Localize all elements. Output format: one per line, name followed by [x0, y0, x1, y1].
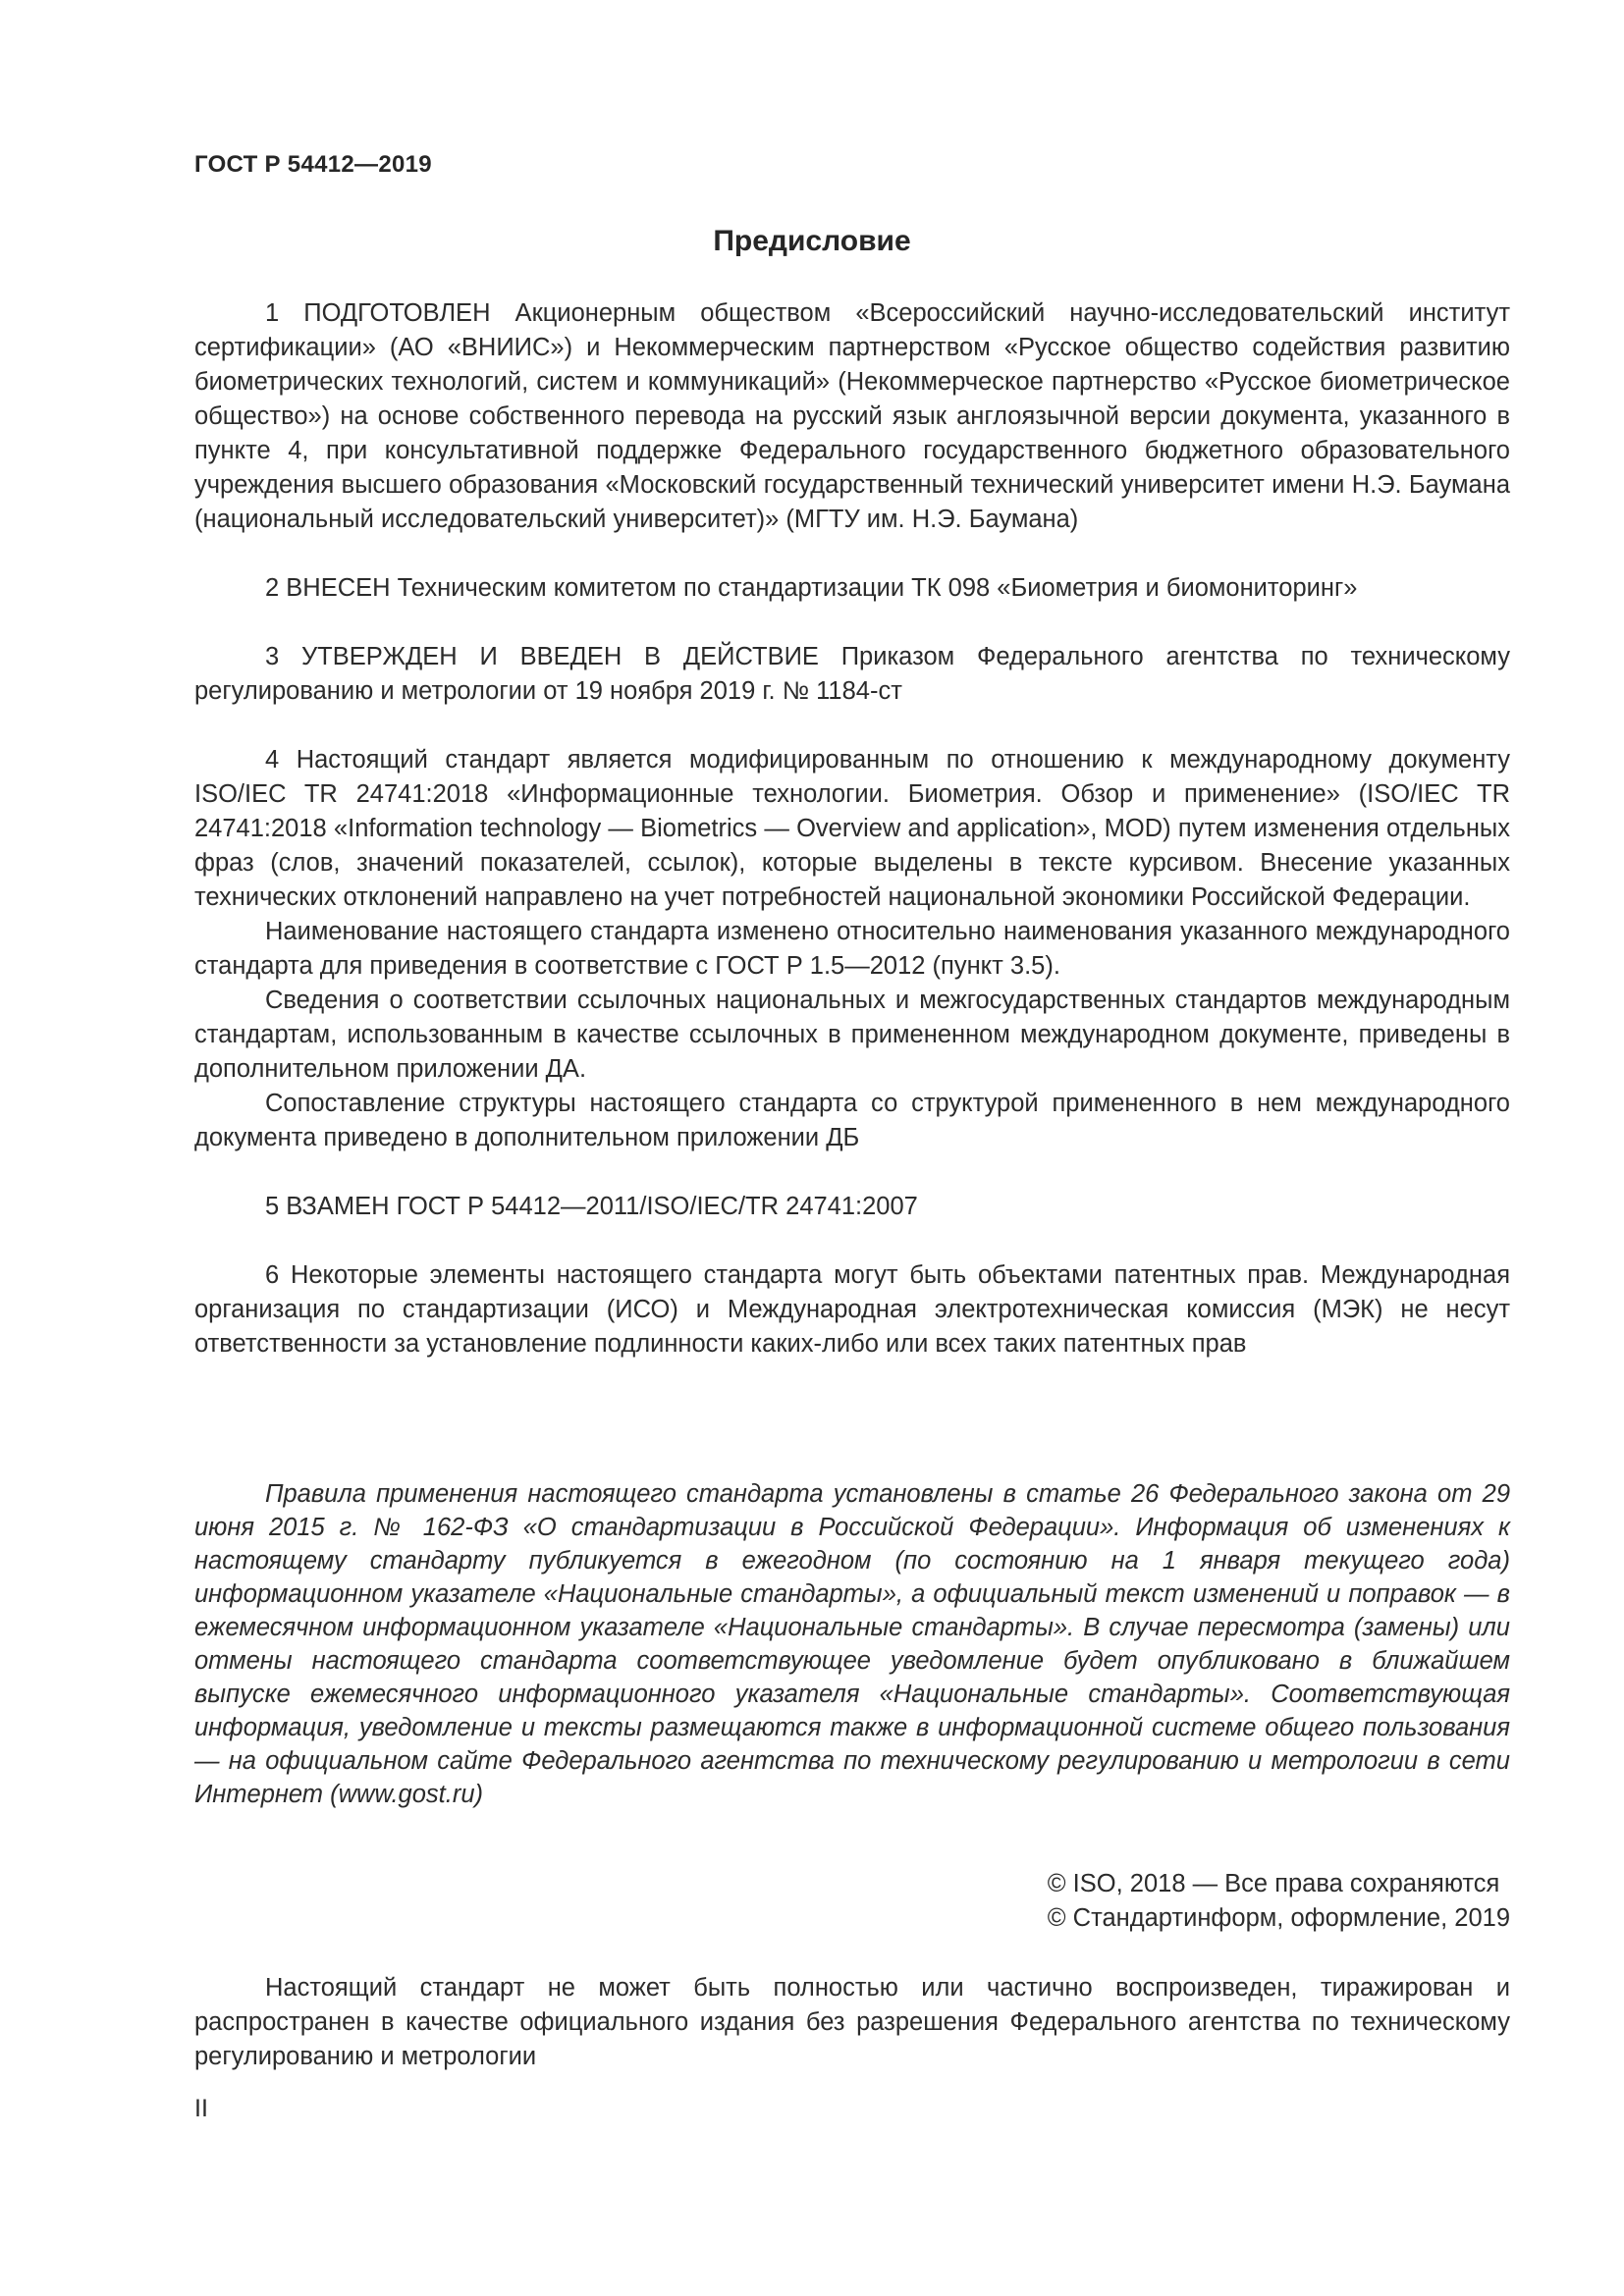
reprint-notice: Настоящий стандарт не может быть полностью или частично воспроизведен, тиражирован и распространен в качестве официального издания без разрешения Федерального агентства по техническому регулированию и метрологии [194, 1974, 1510, 2070]
document-code: ГОСТ Р 54412—2019 [194, 151, 432, 178]
paragraph-patent-rights: 6 Некоторые элементы настоящего стандарта могут быть объектами патентных прав. Международная организация по стандартизации (ИСО) и Международная электротехническая комиссия (МЭК) не несут ответственности за установление подлинности каких-либо или всех таких патентных прав [194, 1261, 1510, 1358]
paragraph-replaces: 5 ВЗАМЕН ГОСТ Р 54412—2011/ISO/IEC/TR 24741:2007 [265, 1193, 918, 1220]
copyright-block [1048, 1867, 1510, 1936]
paragraph-modified-standard: 4 Настоящий стандарт является модифицированным по отношению к международному документу ISO/IEC TR 24741:2018 «Информационные технологии. Биометрия. Обзор и применение» (ISO/IEC TR 24741:2018 «Information technology — Biometrics — Overview and application», MOD) путем изменения отдельных фраз (слов, значений показателей, ссылок), которые выделены в тексте курсивом. Внесение указанных технических отклонений направлено на учет потребностей национальной экономики Российской Федерации. [194, 746, 1510, 911]
preface-body [194, 296, 1510, 1362]
paragraph-introduced-by: 2 ВНЕСЕН Техническим комитетом по стандартизации ТК 098 «Биометрия и биомониторинг» [265, 574, 1358, 602]
copyright-iso: © ISO, 2018 — Все права сохраняются [1047, 1870, 1500, 1897]
paragraph-approved: 3 УТВЕРЖДЕН И ВВЕДЕН В ДЕЙСТВИЕ Приказом Федерального агентства по техническому регулированию и метрологии от 19 ноября 2019 г. № 1184-ст [194, 643, 1510, 705]
paragraph-prepared-by: 1 ПОДГОТОВЛЕН Акционерным обществом «Всероссийский научно-исследовательский институт сертификации» (АО «ВНИИС») и Некоммерческим партнерством «Русское общество содействия развитию биометрических технологий, систем и коммуникаций» (Некоммерческое партнерство «Русское биометрическое общество») на основе собственного перевода на русский язык англоязычной версии документа, указанного в пункте 4, при консультативной поддержке Федерального государственного бюджетного образовательного учреждения высшего образования «Московский государственный технический университет имени Н.Э. Баумана (национальный исследовательский университет)» (МГТУ им. Н.Э. Баумана) [194, 299, 1510, 533]
paragraph-reference-standards: Сведения о соответствии ссылочных национальных и межгосударственных стандартов международным стандартам, использованным в качестве ссылочных в примененном международном документе, приведены в дополнительном приложении ДА. [194, 987, 1510, 1083]
copyright-standartinform: © Стандартинформ, оформление, 2019 [1047, 1904, 1510, 1932]
paragraph-structure-comparison: Сопоставление структуры настоящего стандарта со структурой примененного в нем международного документа приведено в дополнительном приложении ДБ [194, 1090, 1510, 1151]
paragraph-title-change: Наименование настоящего стандарта изменено относительно наименования указанного международного стандарта для приведения в соответствие с ГОСТ Р 1.5—2012 (пункт 3.5). [194, 918, 1510, 980]
page-title: Предисловие [713, 225, 911, 257]
legal-application-note: Правила применения настоящего стандарта установлены в статье 26 Федерального закона от 29 июня 2015 г. № 162-ФЗ «О стандартизации в Российской Федерации». Информация об изменениях к настоящему стандарту публикуется в ежегодном (по состоянию на 1 января текущего года) информационном указателе «Национальные стандарты», а официальный текст изменений и поправок — в ежемесячном информационном указателе «Национальные стандарты». В случае пересмотра (замены) или отмены настоящего стандарта соответствующее уведомление будет опубликовано в ближайшем выпуске ежемесячного информационного указателя «Национальные стандарты». Соответствующая информация, уведомление и тексты размещаются также в информационной системе общего пользования — на официальном сайте Федерального агентства по техническому регулированию и метрологии в сети Интернет (www.gost.ru) [194, 1480, 1510, 1808]
page-number: II [194, 2095, 208, 2122]
